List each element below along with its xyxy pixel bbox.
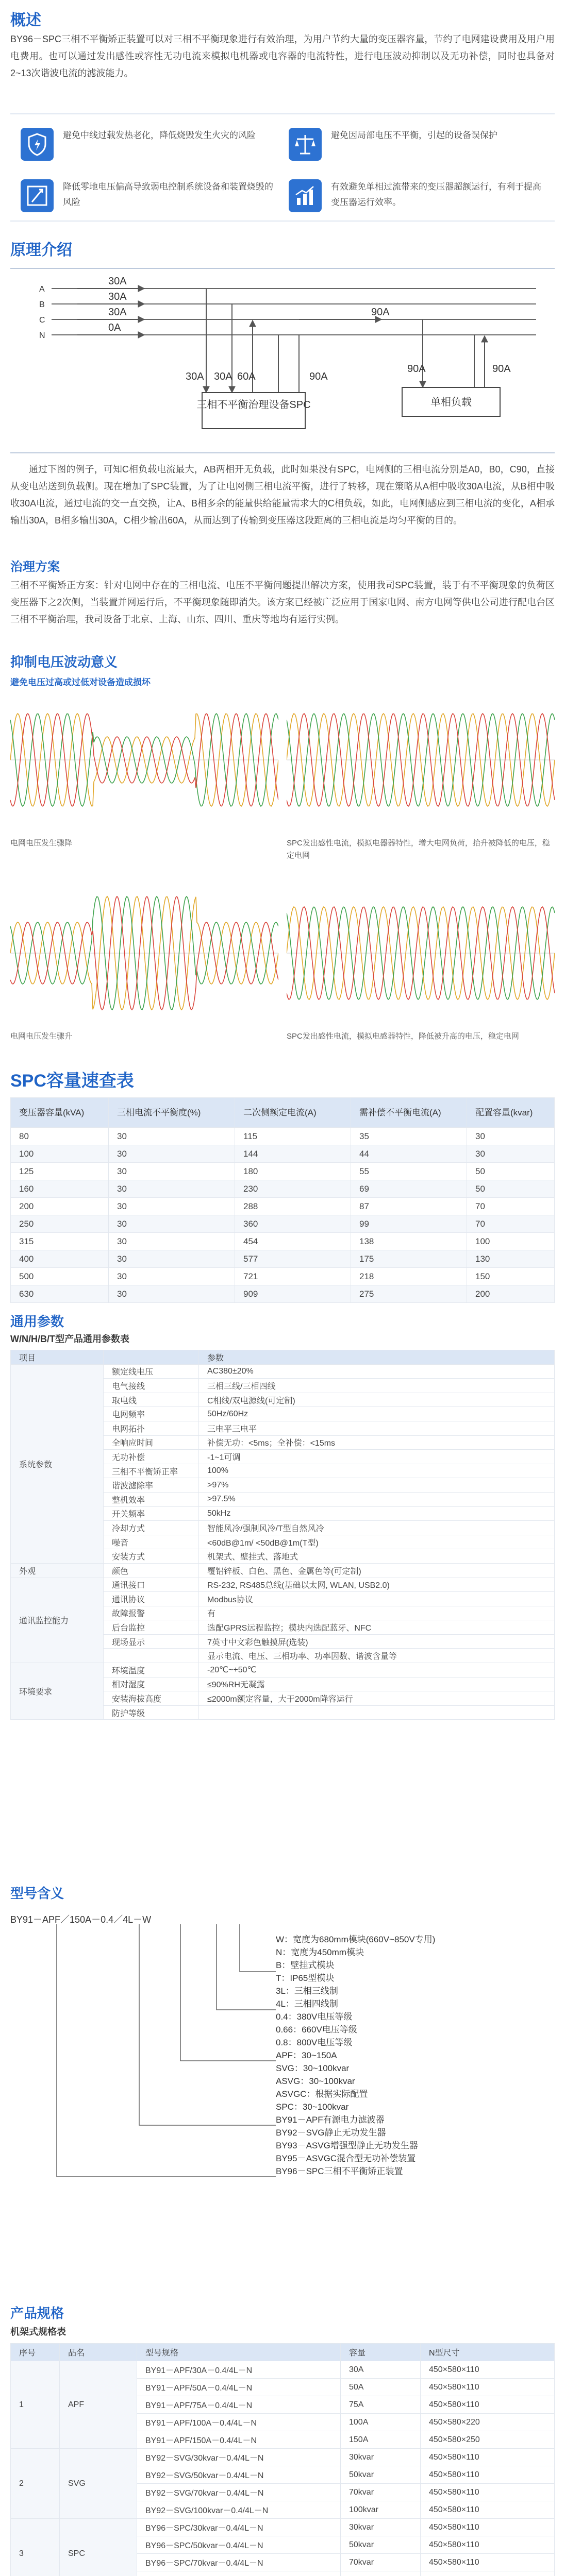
params-value-cell: AC380±20% bbox=[199, 1364, 555, 1379]
specs-table bbox=[10, 2343, 555, 2576]
specs-cell: 50kvar bbox=[341, 2466, 421, 2484]
params-key-cell: 通讯协议 bbox=[104, 1592, 199, 1606]
model-item: BY95－ASVGC混合型无功补偿装置 bbox=[276, 2154, 416, 2163]
params-value-cell: Modbus协议 bbox=[199, 1592, 555, 1606]
specs-cell: 50A bbox=[341, 2379, 421, 2396]
params-key-cell: 后台监控 bbox=[104, 1620, 199, 1635]
feature-3-text: 降低零地电压偏高导致弱电控制系统设备和装置烧毁的风险 bbox=[63, 182, 273, 207]
capacity-cell: 30 bbox=[109, 1233, 235, 1250]
model-list bbox=[276, 1933, 435, 2178]
specs-cell: BY96－SPC/70kvar－0.4/4L－N bbox=[137, 2554, 341, 2571]
capacity-cell: 50 bbox=[467, 1163, 555, 1180]
solution-title: 治理方案 bbox=[10, 560, 60, 574]
spc-current-2: 30A bbox=[214, 371, 232, 382]
capacity-cell: 230 bbox=[235, 1180, 351, 1198]
feature-4-text: 有效避免单相过流带来的变压器超额运行，有利于提高变压器运行效率。 bbox=[331, 182, 541, 207]
capacity-cell: 200 bbox=[11, 1198, 109, 1215]
params-header-row bbox=[11, 1350, 555, 1365]
specs-header-cell: N型尺寸 bbox=[421, 2344, 555, 2361]
specs-cell: BY92－SVG/50kvar－0.4/4L－N bbox=[137, 2466, 341, 2484]
waves-subtitle: 避免电压过高或过低对设备造成损坏 bbox=[10, 677, 151, 687]
capacity-cell: 30 bbox=[109, 1145, 235, 1163]
capacity-cell: 275 bbox=[351, 1285, 467, 1303]
specs-cell: 450×580×110 bbox=[421, 2449, 555, 2466]
params-key-cell: 安装方式 bbox=[104, 1549, 199, 1564]
capacity-cell: 288 bbox=[235, 1198, 351, 1215]
specs-cell: 450×580×110 bbox=[421, 2361, 555, 2379]
capacity-row bbox=[11, 1180, 555, 1198]
capacity-cell: 44 bbox=[351, 1145, 467, 1163]
specs-cell: 150A bbox=[341, 2431, 421, 2449]
specs-cell bbox=[421, 2571, 555, 2576]
params-key-cell: 故障报警 bbox=[104, 1606, 199, 1620]
specs-row bbox=[11, 2449, 555, 2466]
capacity-cell: 30 bbox=[109, 1250, 235, 1268]
load-box-label: 单相负载 bbox=[430, 397, 472, 408]
ground-icon bbox=[21, 179, 54, 212]
params-key-cell: 取电线 bbox=[104, 1393, 199, 1407]
wave-panel-3 bbox=[10, 886, 278, 1020]
model-code: BY91－APF／150A－0.4／4L－W bbox=[10, 1914, 152, 1925]
params-value-cell: 智能风冷/强制风冷/T型自然风冷 bbox=[199, 1521, 555, 1535]
capacity-header-cell: 三相电流不平衡度(%) bbox=[109, 1098, 235, 1128]
params-value-cell: 50Hz/60Hz bbox=[199, 1407, 555, 1421]
principle-title: 原理介绍 bbox=[10, 242, 72, 259]
params-group-cell: 环境要求 bbox=[11, 1663, 104, 1720]
params-key-cell: 噪音 bbox=[104, 1535, 199, 1549]
specs-cell: 450×580×110 bbox=[421, 2554, 555, 2571]
params-key-cell: 冷却方式 bbox=[104, 1521, 199, 1535]
params-value-cell: 显示电流、电压、三相功率、功率因数、谐波含量等 bbox=[199, 1649, 555, 1663]
capacity-cell: 125 bbox=[11, 1163, 109, 1180]
specs-row bbox=[11, 2361, 555, 2379]
model-item: 0.4：380V电压等级 bbox=[276, 2012, 353, 2022]
specs-cell: BY92－SVG/70kvar－0.4/4L－N bbox=[137, 2484, 341, 2501]
capacity-row bbox=[11, 1215, 555, 1233]
current-b: 30A bbox=[108, 291, 127, 302]
capacity-row bbox=[11, 1198, 555, 1215]
wave-caption-1: 电网电压发生骤降 bbox=[10, 839, 73, 848]
capacity-header-row bbox=[11, 1098, 555, 1128]
capacity-cell: 315 bbox=[11, 1233, 109, 1250]
capacity-cell: 130 bbox=[467, 1250, 555, 1268]
specs-cell: BY96－SPC/50kvar－0.4/4L－N bbox=[137, 2536, 341, 2554]
specs-cell: BY91－APF/75A－0.4/4L－N bbox=[137, 2396, 341, 2414]
params-group-cell: 外观 bbox=[11, 1563, 104, 1578]
params-value-cell: C相线/双电源线(可定制) bbox=[199, 1393, 555, 1407]
params-group-cell: 通讯监控能力 bbox=[11, 1578, 104, 1663]
params-value-cell: 7英寸中文彩色触摸屏(选装) bbox=[199, 1634, 555, 1649]
specs-cell: BY92－SVG/100kvar－0.4/4L－N bbox=[137, 2501, 341, 2519]
capacity-row bbox=[11, 1163, 555, 1180]
feature-2-text: 避免因局部电压不平衡，引起的设备误保护 bbox=[331, 130, 497, 140]
params-value-cell: 有 bbox=[199, 1606, 555, 1620]
params-row bbox=[11, 1364, 555, 1379]
model-item: BY92－SVG静止无功发生器 bbox=[276, 2128, 386, 2138]
specs-cell: BY96－SPC/30kvar－0.4/4L－N bbox=[137, 2519, 341, 2536]
params-key-cell: 谐波滤除率 bbox=[104, 1478, 199, 1493]
params-value-cell: 选配GPRS远程监控；模块内选配蓝牙、NFC bbox=[199, 1620, 555, 1635]
principle-diagram bbox=[10, 268, 555, 453]
specs-header-cell: 型号规格 bbox=[137, 2344, 341, 2361]
load-current-in: 90A bbox=[407, 363, 426, 375]
params-value-cell: <60dB@1m/ <50dB@1m(T型) bbox=[199, 1535, 555, 1549]
specs-no-cell: 1 bbox=[11, 2361, 60, 2449]
capacity-cell: 577 bbox=[235, 1250, 351, 1268]
specs-cell: 75A bbox=[341, 2396, 421, 2414]
capacity-row bbox=[11, 1145, 555, 1163]
balance-icon bbox=[289, 128, 322, 161]
params-key-cell: 整机效率 bbox=[104, 1492, 199, 1506]
capacity-cell: 180 bbox=[235, 1163, 351, 1180]
params-key-cell: 电气接线 bbox=[104, 1379, 199, 1393]
model-item: ASVGC：根据实际配置 bbox=[276, 2089, 368, 2099]
specs-cell bbox=[137, 2571, 341, 2576]
spc-box-label: 三相不平衡治理设备SPC bbox=[196, 399, 311, 411]
capacity-cell: 30 bbox=[467, 1128, 555, 1145]
capacity-cell: 115 bbox=[235, 1128, 351, 1145]
capacity-cell: 30 bbox=[109, 1285, 235, 1303]
params-key-cell: 电网拓扑 bbox=[104, 1421, 199, 1435]
specs-cell: 450×580×110 bbox=[421, 2396, 555, 2414]
specs-cell: BY92－SVG/30kvar－0.4/4L－N bbox=[137, 2449, 341, 2466]
feature-1-text: 避免中线过载发热老化，降低烧毁发生火灾的风险 bbox=[63, 130, 256, 140]
capacity-header-cell: 需补偿不平衡电流(A) bbox=[351, 1098, 467, 1128]
specs-header-cell: 序号 bbox=[11, 2344, 60, 2361]
capacity-cell: 80 bbox=[11, 1128, 109, 1145]
params-title: 通用参数 bbox=[10, 1314, 64, 1329]
current-load: 90A bbox=[371, 307, 390, 318]
params-value-cell: 机架式、壁挂式、落地式 bbox=[199, 1549, 555, 1564]
spc-box bbox=[202, 393, 305, 429]
specs-cell: 450×580×110 bbox=[421, 2379, 555, 2396]
model-item: BY93－ASVG增强型静止无功发生器 bbox=[276, 2141, 418, 2150]
params-value-cell: >97% bbox=[199, 1478, 555, 1493]
model-bracket-lines bbox=[10, 1924, 278, 2192]
params-value-cell: ≤90%RH无凝露 bbox=[199, 1677, 555, 1691]
voltage-shield-icon bbox=[21, 128, 54, 161]
params-subtitle: W/N/H/B/T型产品通用参数表 bbox=[10, 1334, 129, 1344]
specs-header-cell: 容量 bbox=[341, 2344, 421, 2361]
spc-current-1: 30A bbox=[186, 371, 204, 382]
specs-cell: 450×580×110 bbox=[421, 2484, 555, 2501]
principle-text: 通过下图的例子，可知C相负载电流最大，AB两相开无负载，此时如果没有SPC，电网侧的三相电流分别是A0，B0，C90，直接从变电站送到负载侧。现在增加了SPC装置，为了让电网侧三相电流平衡，进行了转移，现在策略从A相中吸收30A电流，从B相中吸收30A电流，通过电流的交一直交换，让A、B相多余的能量供给能量需求大的C相负载，如此，电网侧感应到三相电流的变化，A相承输出30A，B相多输出30A，C相少输出60A，从而达到了传输到变压器这段距离的三相电流是均匀平衡的目的。 bbox=[10, 464, 555, 526]
specs-cell: 30A bbox=[341, 2361, 421, 2379]
specs-cell: BY91－APF/150A－0.4/4L－N bbox=[137, 2431, 341, 2449]
params-key-cell: 现场显示 bbox=[104, 1634, 199, 1649]
capacity-header-cell: 二次侧额定电流(A) bbox=[235, 1098, 351, 1128]
capacity-cell: 250 bbox=[11, 1215, 109, 1233]
capacity-cell: 200 bbox=[467, 1285, 555, 1303]
model-item: B：壁挂式模块 bbox=[276, 1960, 335, 1970]
capacity-cell: 630 bbox=[11, 1285, 109, 1303]
capacity-cell: 721 bbox=[235, 1268, 351, 1285]
capacity-cell: 30 bbox=[109, 1128, 235, 1145]
params-value-cell: 覆铝锌板、白色、黑色、金属色等(可定制) bbox=[199, 1563, 555, 1578]
specs-cell: 450×580×110 bbox=[421, 2501, 555, 2519]
specs-no-cell: 2 bbox=[11, 2449, 60, 2519]
feature-3 bbox=[21, 175, 278, 216]
params-value-cell: >97.5% bbox=[199, 1492, 555, 1506]
params-value-cell: 50kHz bbox=[199, 1506, 555, 1521]
capacity-cell: 454 bbox=[235, 1233, 351, 1250]
capacity-cell: 138 bbox=[351, 1233, 467, 1250]
params-key-cell: 开关频率 bbox=[104, 1506, 199, 1521]
params-row bbox=[11, 1578, 555, 1592]
capacity-row bbox=[11, 1285, 555, 1303]
capacity-table bbox=[10, 1097, 555, 1303]
model-item: SPC：30~100kvar bbox=[276, 2102, 349, 2112]
params-key-cell bbox=[104, 1649, 199, 1663]
current-n: 0A bbox=[108, 322, 121, 333]
specs-header-row bbox=[11, 2344, 555, 2361]
specs-cell: 70kvar bbox=[341, 2484, 421, 2501]
params-key-cell: 防护等级 bbox=[104, 1705, 199, 1720]
capacity-cell: 35 bbox=[351, 1128, 467, 1145]
model-item: BY91－APF有源电力滤波器 bbox=[276, 2115, 385, 2125]
overview-title: 概述 bbox=[10, 12, 41, 29]
capacity-cell: 87 bbox=[351, 1198, 467, 1215]
params-table bbox=[10, 1350, 555, 1720]
model-title: 型号含义 bbox=[10, 1886, 64, 1901]
specs-cell: 100kvar bbox=[341, 2501, 421, 2519]
capacity-header-cell: 配置容量(kvar) bbox=[467, 1098, 555, 1128]
specs-cell: 30kvar bbox=[341, 2449, 421, 2466]
specs-cell: 50kvar bbox=[341, 2536, 421, 2554]
specs-cell: BY91－APF/50A－0.4/4L－N bbox=[137, 2379, 341, 2396]
capacity-row bbox=[11, 1128, 555, 1145]
params-key-cell: 三相不平衡矫正率 bbox=[104, 1464, 199, 1478]
params-row bbox=[11, 1563, 555, 1578]
params-group-cell: 系统参数 bbox=[11, 1364, 104, 1563]
params-value-cell: 补偿无功：<5ms；全补偿：<15ms bbox=[199, 1435, 555, 1450]
model-item: N：宽度为450mm模块 bbox=[276, 1947, 364, 1957]
capacity-cell: 50 bbox=[467, 1180, 555, 1198]
specs-name-cell: APF bbox=[60, 2361, 137, 2449]
wave-caption-2: SPC发出感性电流，模拟电器器特性，增大电网负荷，抬升被降低的电压，稳定电网 bbox=[287, 839, 550, 860]
specs-name-cell: SPC bbox=[60, 2519, 137, 2576]
capacity-cell: 99 bbox=[351, 1215, 467, 1233]
capacity-row bbox=[11, 1233, 555, 1250]
wave-panel-4 bbox=[287, 886, 555, 1020]
params-value-cell: ≤2000m额定容量，大于2000m降容运行 bbox=[199, 1691, 555, 1706]
capacity-cell: 144 bbox=[235, 1145, 351, 1163]
params-key-cell: 全响应时间 bbox=[104, 1435, 199, 1450]
params-header-value: 参数 bbox=[199, 1350, 555, 1365]
capacity-cell: 175 bbox=[351, 1250, 467, 1268]
feature-4 bbox=[289, 175, 546, 216]
solution-text: 三相不平衡矫正方案：针对电网中存在的三相电流、电压不平衡问题提出解决方案，使用我司SPC装置，装于有不平衡现象的负荷区变压器下之2次侧，当装置并网运行后，不平衡现象随即消失。该方案已经被广泛应用于国家电网、南方电网等供电公司进行配电台区三相不平衡治理，我司设备于北京、上海、山东、四川、重庆等地均有运行实例。 bbox=[10, 580, 555, 624]
specs-cell: 100A bbox=[341, 2414, 421, 2431]
spc-current-4: 90A bbox=[309, 371, 328, 382]
params-key-cell: 通讯接口 bbox=[104, 1578, 199, 1592]
capacity-cell: 70 bbox=[467, 1198, 555, 1215]
capacity-cell: 30 bbox=[109, 1163, 235, 1180]
specs-cell: 450×580×110 bbox=[421, 2519, 555, 2536]
overview-text: BY96－SPC三相不平衡矫正装置可以对三相不平衡现象进行有效治理，为用户节约大量的变压器容量，节约了电网建设费用及用户用电费用。也可以通过发出感性或容性无功电流来模拟电机器或电容器的电流特性，进行电压波动抑制以及无功补偿，同时也具备对2~13次谐波电流的滤波能力。 bbox=[10, 34, 555, 78]
wave-panel-1 bbox=[10, 693, 278, 827]
capacity-cell: 150 bbox=[467, 1268, 555, 1285]
phase-label-n: N bbox=[39, 331, 45, 340]
feature-1 bbox=[21, 124, 278, 165]
model-item: 4L：三相四线制 bbox=[276, 1999, 338, 2009]
specs-cell: 450×580×110 bbox=[421, 2466, 555, 2484]
specs-cell: BY91－APF/100A－0.4/4L－N bbox=[137, 2414, 341, 2431]
params-value-cell: -20℃~+50℃ bbox=[199, 1663, 555, 1677]
params-key-cell: 安装海拔高度 bbox=[104, 1691, 199, 1706]
capacity-cell: 30 bbox=[467, 1145, 555, 1163]
capacity-row bbox=[11, 1250, 555, 1268]
wave-caption-3: 电网电压发生骤升 bbox=[10, 1032, 73, 1041]
specs-cell: 450×580×110 bbox=[421, 2536, 555, 2554]
params-value-cell: -1~1可调 bbox=[199, 1450, 555, 1464]
specs-cell: BY91－APF/30A－0.4/4L－N bbox=[137, 2361, 341, 2379]
model-item: 3L：三相三线制 bbox=[276, 1986, 338, 1996]
capacity-cell: 100 bbox=[467, 1233, 555, 1250]
params-value-cell: RS-232, RS485总线(基础以太网, WLAN, USB2.0) bbox=[199, 1578, 555, 1592]
capacity-cell: 55 bbox=[351, 1163, 467, 1180]
capacity-cell: 69 bbox=[351, 1180, 467, 1198]
model-item: BY96－SPC三相不平衡矫正装置 bbox=[276, 2166, 403, 2176]
params-key-cell: 额定线电压 bbox=[104, 1364, 199, 1379]
params-key-cell: 相对湿度 bbox=[104, 1677, 199, 1691]
specs-cell: 450×580×250 bbox=[421, 2431, 555, 2449]
capacity-cell: 360 bbox=[235, 1215, 351, 1233]
model-item: ASVG：30~100kvar bbox=[276, 2076, 355, 2086]
model-item: APF：30~150A bbox=[276, 2050, 337, 2060]
specs-title: 产品规格 bbox=[10, 2306, 64, 2321]
specs-header-cell: 品名 bbox=[60, 2344, 137, 2361]
capacity-cell: 30 bbox=[109, 1268, 235, 1285]
specs-cell: 70kvar bbox=[341, 2554, 421, 2571]
specs-name-cell: SVG bbox=[60, 2449, 137, 2519]
specs-cell bbox=[341, 2571, 421, 2576]
capacity-header-cell: 变压器容量(kVA) bbox=[11, 1098, 109, 1128]
specs-subtitle: 机架式规格表 bbox=[10, 2327, 66, 2337]
capacity-row bbox=[11, 1268, 555, 1285]
phase-label-a: A bbox=[39, 285, 45, 294]
specs-cell: 30kvar bbox=[341, 2519, 421, 2536]
params-row bbox=[11, 1663, 555, 1677]
params-header-sub bbox=[104, 1350, 199, 1365]
current-a: 30A bbox=[108, 276, 127, 287]
params-value-cell: 100% bbox=[199, 1464, 555, 1478]
specs-no-cell: 3 bbox=[11, 2519, 60, 2576]
params-key-cell: 电网频率 bbox=[104, 1407, 199, 1421]
params-key-cell: 颜色 bbox=[104, 1563, 199, 1578]
waves-title: 抑制电压波动意义 bbox=[10, 654, 118, 670]
capacity-cell: 160 bbox=[11, 1180, 109, 1198]
capacity-cell: 218 bbox=[351, 1268, 467, 1285]
capacity-cell: 30 bbox=[109, 1215, 235, 1233]
params-header-item: 项目 bbox=[11, 1350, 104, 1365]
capacity-cell: 400 bbox=[11, 1250, 109, 1268]
wave-caption-4: SPC发出感性电流，模拟电感器特性，降低被升高的电压，稳定电网 bbox=[287, 1032, 519, 1041]
wave-panel-2 bbox=[287, 693, 555, 827]
params-value-cell: 三相三线/三相四线 bbox=[199, 1379, 555, 1393]
feature-panel bbox=[10, 113, 555, 222]
model-item: T：IP65型模块 bbox=[276, 1973, 335, 1983]
params-value-cell bbox=[199, 1705, 555, 1720]
capacity-cell: 500 bbox=[11, 1268, 109, 1285]
capacity-cell: 30 bbox=[109, 1180, 235, 1198]
params-value-cell: 三电平三电平 bbox=[199, 1421, 555, 1435]
params-key-cell: 无功补偿 bbox=[104, 1450, 199, 1464]
model-item: W：宽度为680mm模块(660V~850V专用) bbox=[276, 1935, 436, 1944]
model-item: 0.8：800V电压等级 bbox=[276, 2038, 353, 2047]
specs-row bbox=[11, 2519, 555, 2536]
capacity-title: SPC容量速查表 bbox=[10, 1071, 134, 1091]
capacity-cell: 30 bbox=[109, 1198, 235, 1215]
phase-label-b: B bbox=[39, 300, 45, 309]
load-current-out: 90A bbox=[492, 363, 511, 375]
feature-2 bbox=[289, 124, 546, 165]
spc-current-3: 60A bbox=[237, 371, 256, 382]
current-c: 30A bbox=[108, 307, 127, 318]
params-key-cell: 环境温度 bbox=[104, 1663, 199, 1677]
model-item: 0.66：660V电压等级 bbox=[276, 2025, 357, 2035]
capacity-cell: 100 bbox=[11, 1145, 109, 1163]
capacity-cell: 70 bbox=[467, 1215, 555, 1233]
model-item: SVG：30~100kvar bbox=[276, 2063, 350, 2073]
phase-label-c: C bbox=[39, 316, 45, 325]
specs-cell: 450×580×220 bbox=[421, 2414, 555, 2431]
capacity-cell: 909 bbox=[235, 1285, 351, 1303]
chart-icon bbox=[289, 179, 322, 212]
